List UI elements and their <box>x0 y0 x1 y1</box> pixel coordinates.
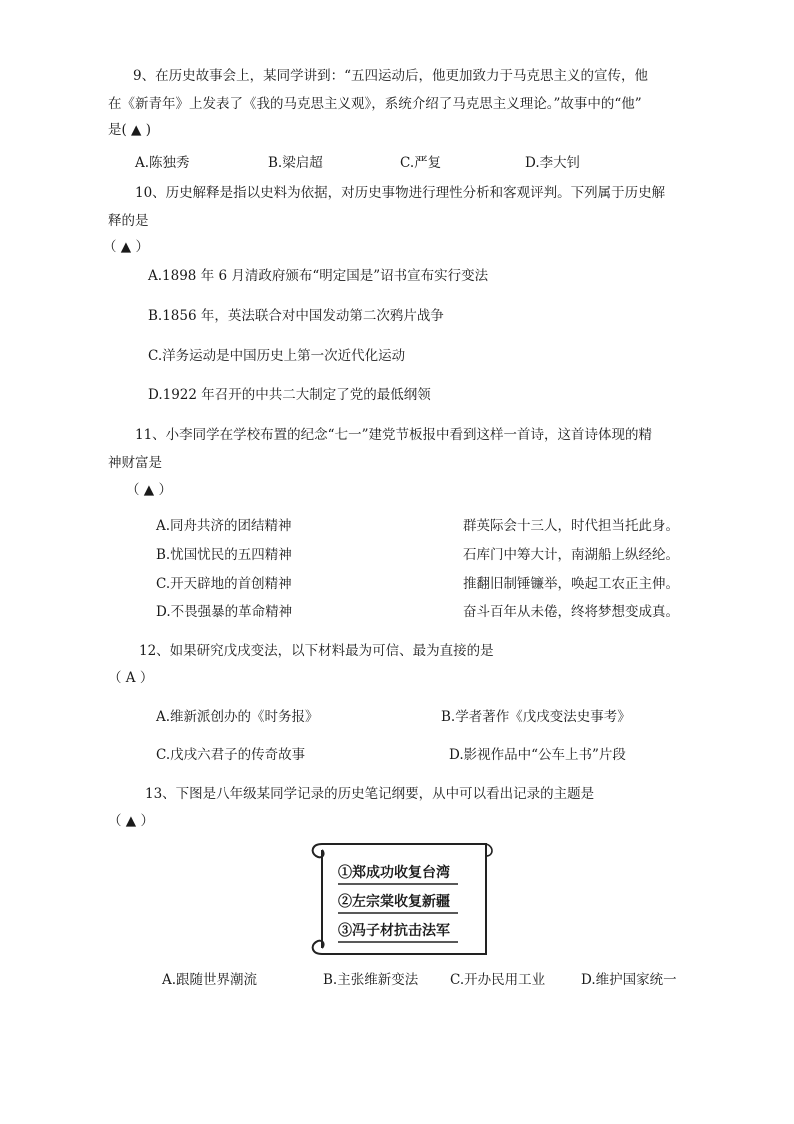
q12-stem: 12、如果研究戊戌变法，以下材料最为可信、最为直接的是 <box>139 643 494 659</box>
q12-option-d: D.影视作品中“公车上书”片段 <box>449 747 626 763</box>
scroll-note-2: ②左宗棠收复新疆 <box>338 894 450 910</box>
q9-stem-line3: 是( ▲ ) <box>108 122 151 138</box>
q12-option-c: C.戊戌六君子的传奇故事 <box>156 747 306 763</box>
q11-poem-line4: 奋斗百年从未倦，终将梦想变成真。 <box>463 604 679 620</box>
q11-poem-line1: 群英际会十三人，时代担当托此身。 <box>463 518 679 534</box>
q11-stem-line2: 神财富是 <box>108 455 162 471</box>
q11-option-d: D.不畏强暴的革命精神 <box>156 604 293 620</box>
q11-answer: （ ▲ ） <box>126 482 172 498</box>
q9-option-c: C.严复 <box>400 155 442 171</box>
q13-option-c: C.开办民用工业 <box>450 972 546 988</box>
scroll-note-3: ③冯子材抗击法军 <box>338 923 450 939</box>
q13-option-a: A.跟随世界潮流 <box>162 972 258 988</box>
q10-option-b: B.1856 年，英法联合对中国发动第二次鸦片战争 <box>148 308 444 324</box>
q11-poem-line3: 推翻旧制锤镰举，唤起工农正主伸。 <box>463 576 679 592</box>
q12-option-b: B.学者著作《戊戌变法史事考》 <box>441 709 631 725</box>
history-notes-scroll <box>308 836 494 960</box>
q10-stem-line1: 10、历史解释是指以史料为依据，对历史事物进行理性分析和客观评判。下列属于历史解 <box>135 185 666 201</box>
q11-poem-line2: 石库门中筹大计，南湖船上纵经纶。 <box>463 547 679 563</box>
q9-stem-line2: 在《新青年》上发表了《我的马克思主义观》，系统介绍了马克思主义理论。”故事中的“他” <box>108 96 642 112</box>
q11-option-c: C.开天辟地的首创精神 <box>156 576 292 592</box>
q9-option-a: A.陈独秀 <box>135 155 190 171</box>
q10-answer: （ ▲ ） <box>103 239 149 255</box>
q10-option-a: A.1898 年 6 月清政府颁布“明定国是”诏书宣布实行变法 <box>148 268 489 284</box>
q10-option-d: D.1922 年召开的中共二大制定了党的最低纲领 <box>148 387 431 403</box>
q11-option-a: A.同舟共济的团结精神 <box>156 518 292 534</box>
q13-option-d: D.维护国家统一 <box>581 972 677 988</box>
q13-stem: 13、下图是八年级某同学记录的历史笔记纲要，从中可以看出记录的主题是 <box>145 786 595 802</box>
q13-answer: （ ▲ ） <box>108 813 154 829</box>
q11-option-b: B.忧国忧民的五四精神 <box>156 547 292 563</box>
q10-option-c: C.洋务运动是中国历史上第一次近代化运动 <box>148 348 406 364</box>
q9-stem-line1: 9、在历史故事会上，某同学讲到：“五四运动后，他更加致力于马克思主义的宣传，他 <box>133 68 648 84</box>
q9-option-b: B.梁启超 <box>268 155 323 171</box>
q9-option-d: D.李大钊 <box>525 155 581 171</box>
q12-option-a: A.维新派创办的《时务报》 <box>156 709 319 725</box>
q10-stem-line2: 释的是 <box>108 213 149 229</box>
q11-stem-line1: 11、小李同学在学校布置的纪念“七一”建党节板报中看到这样一首诗，这首诗体现的精 <box>135 427 652 443</box>
q13-option-b: B.主张维新变法 <box>323 972 419 988</box>
q12-answer: （ A ） <box>108 670 154 686</box>
scroll-note-1: ①郑成功收复台湾 <box>338 865 450 881</box>
